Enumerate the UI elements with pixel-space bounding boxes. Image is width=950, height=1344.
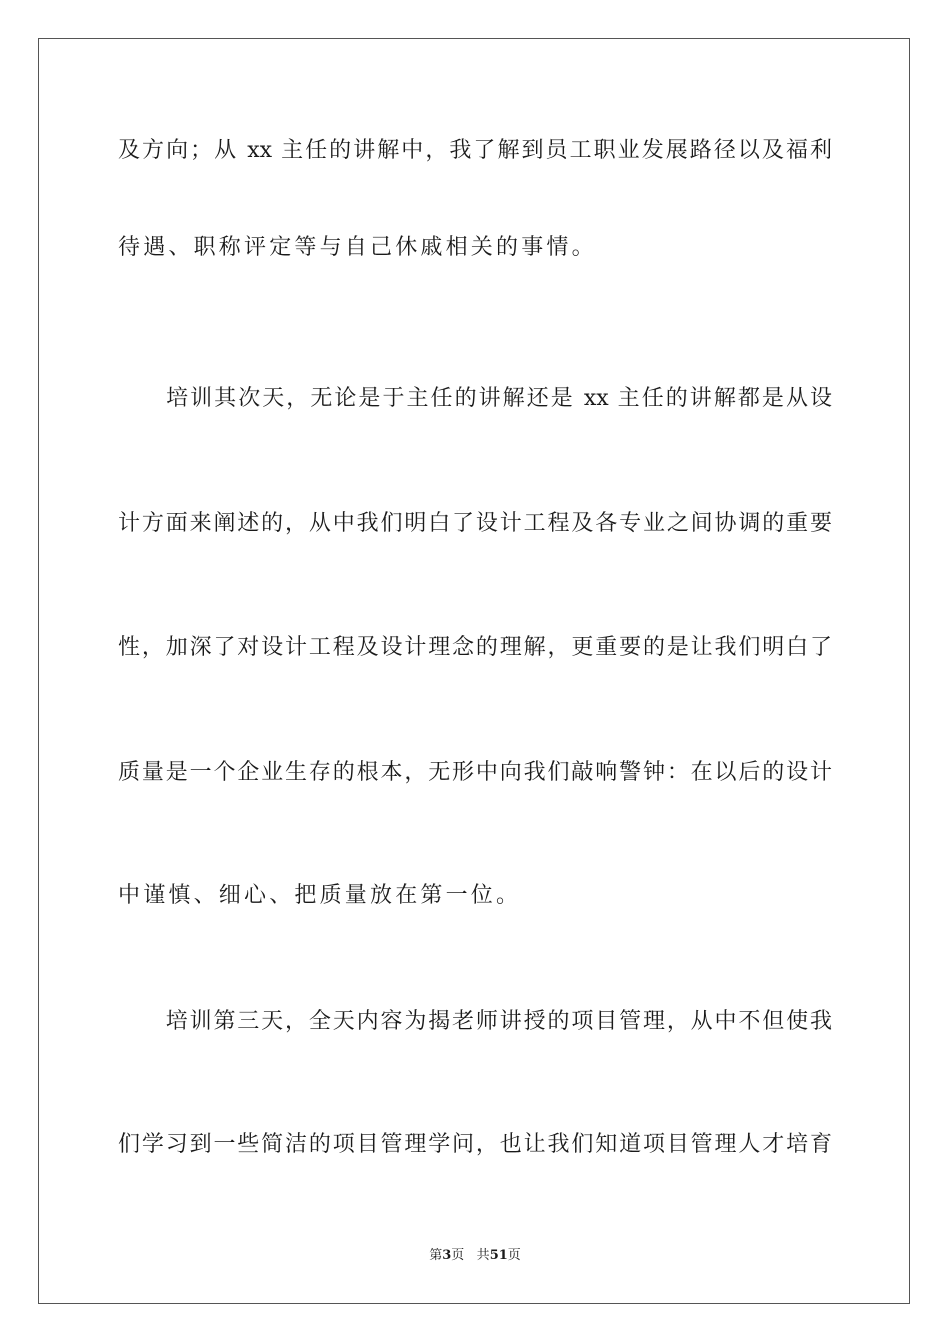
page-footer: [0, 1247, 950, 1265]
text-line-8: 培训第三天，全天内容为揭老师讲授的项目管理，从中不但使我: [118, 1009, 832, 1034]
text-line-1: 及方向；从 xx 主任的讲解中，我了解到员工职业发展路径以及福利: [118, 138, 832, 163]
page-suffix: 页: [451, 1248, 465, 1263]
text-line-6: 质量是一个企业生存的根本，无形中向我们敲响警钟：在以后的设计: [118, 760, 832, 785]
page-border: [38, 38, 910, 1304]
text-line-2: 待遇、职称评定等与自己休戚相关的事情。: [118, 235, 597, 260]
total-pages: 51: [489, 1248, 508, 1263]
text-line-9: 们学习到一些简洁的项目管理学问，也让我们知道项目管理人才培育: [118, 1132, 832, 1157]
text-line-5: 性，加深了对设计工程及设计理念的理解，更重要的是让我们明白了: [118, 635, 832, 660]
text-line-7: 中谨慎、细心、把质量放在第一位。: [118, 883, 522, 908]
total-suffix: 页: [507, 1248, 521, 1263]
page-number: 3: [442, 1248, 452, 1263]
text-line-4: 计方面来阐述的，从中我们明白了设计工程及各专业之间协调的重要: [118, 511, 832, 536]
total-prefix: 共: [476, 1248, 490, 1263]
text-line-3: 培训其次天，无论是于主任的讲解还是 xx 主任的讲解都是从设: [118, 386, 832, 411]
page-prefix: 第: [429, 1248, 443, 1263]
